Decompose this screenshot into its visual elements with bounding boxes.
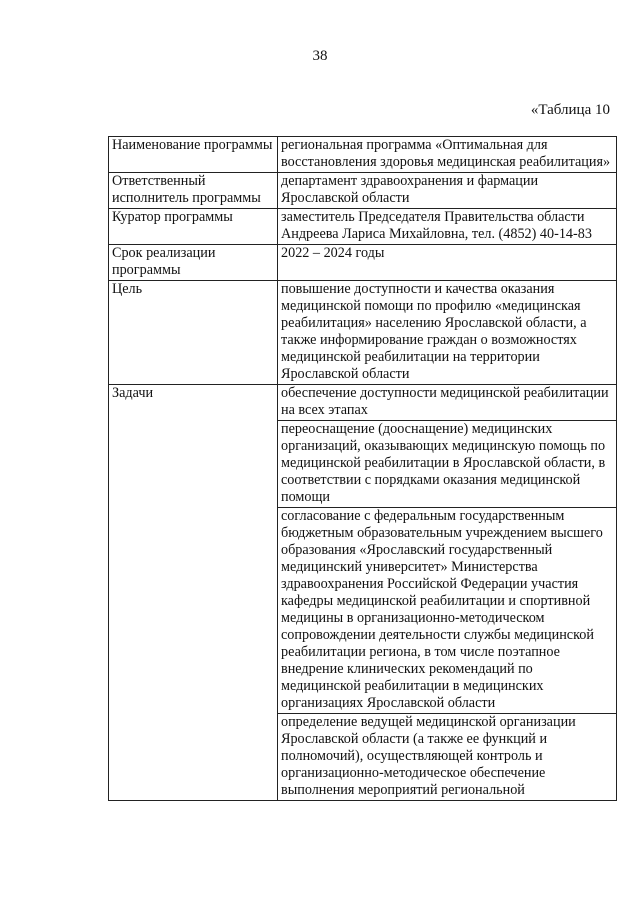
table-row: [109, 173, 617, 209]
row-label-period: Срок реализации программы: [109, 245, 278, 281]
task-item-2: переоснащение (дооснащение) медицинских организаций, оказывающих медицинскую помощь по медицинской реабилитации в Ярославской области, в соответствии с порядками оказания медицинской помощи: [278, 421, 617, 508]
row-label-curator: Куратор программы: [109, 209, 278, 245]
page-number: 38: [312, 48, 328, 64]
table-row: [109, 209, 617, 245]
program-table: [108, 136, 617, 801]
task-item-3: согласование с федеральным государственным бюджетным образовательным учреждением высшего образования «Ярославский государственный медицинский университет» Министерства здравоохранения Российской Федерации участия кафедры медицинской реабилитации и спортивной медицины в организационно-методическом сопровождении деятельности службы медицинской реабилитации региона, в том числе поэтапное внедрение клинических рекомендаций по медицинской реабилитации в медицинских организациях Ярославской области: [278, 508, 617, 714]
table-row: [109, 245, 617, 281]
row-value-curator: заместитель Председателя Правительства области Андреева Лариса Михайловна, тел. (4852) 40-14-83: [278, 209, 617, 245]
row-label-responsible: Ответственный исполнитель программы: [109, 173, 278, 209]
table-label: «Таблица 10: [530, 102, 610, 118]
row-label-tasks: Задачи: [109, 385, 278, 801]
task-item-1: обеспечение доступности медицинской реабилитации на всех этапах: [278, 385, 617, 421]
row-label-program-name: Наименование программы: [109, 137, 278, 173]
row-label-goal: Цель: [109, 281, 278, 385]
row-value-goal: повышение доступности и качества оказания медицинской помощи по профилю «медицинская реабилитация» населению Ярославской области, а также информирование граждан о возможностях медицинской реабилитации на территории Ярославской области: [278, 281, 617, 385]
row-value-responsible: департамент здравоохранения и фармации Ярославской области: [278, 173, 617, 209]
table-row: [109, 281, 617, 385]
task-item-4: определение ведущей медицинской организации Ярославской области (а также ее функций и полномочий), осуществляющей контроль и организационно-методическое обеспечение выполнения мероприятий региональной: [278, 714, 617, 801]
table-row: [109, 385, 617, 421]
row-value-period: 2022 – 2024 годы: [278, 245, 617, 281]
row-value-program-name: региональная программа «Оптимальная для восстановления здоровья медицинская реабилитация»: [278, 137, 617, 173]
table-row: [109, 137, 617, 173]
